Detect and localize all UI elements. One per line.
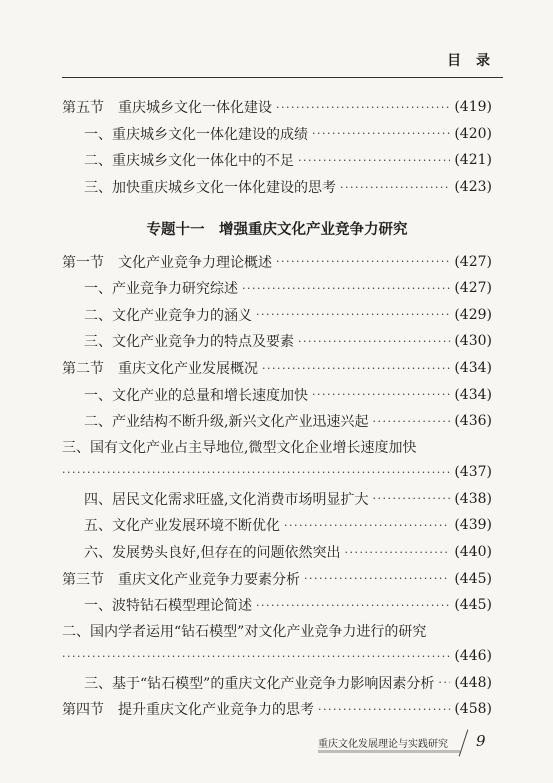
- toc-entry-title: 五、文化产业发展环境不断优化: [84, 518, 280, 535]
- toc-page-number: (420): [454, 125, 492, 142]
- toc-entry-title: 一、波特钻石模型理论简述: [84, 598, 252, 615]
- toc-section-entry: [62, 565, 492, 592]
- toc-entry: [62, 670, 492, 697]
- toc-entry: [62, 174, 492, 201]
- toc-entry: [62, 121, 492, 148]
- toc-entry-title: 一、产业竞争力研究综述: [84, 281, 238, 298]
- toc-entry-title: 一、文化产业的总量和增长速度加快: [84, 387, 308, 404]
- toc-entry: [62, 512, 492, 539]
- toc-entry-title: 三、基于“钻石模型”的重庆文化产业竞争力影响因素分析: [84, 675, 435, 692]
- toc-entry-title: 三、文化产业竞争力的特点及要素: [84, 334, 294, 351]
- toc-entry-title: 第三节 重庆文化产业竞争力要素分析: [62, 571, 300, 588]
- dot-leader: [312, 127, 450, 140]
- dot-leader: [256, 308, 450, 321]
- footer-divider: [459, 730, 469, 757]
- toc-entry: [62, 275, 492, 302]
- toc-page-number: (436): [454, 413, 492, 430]
- toc-entry: [62, 643, 492, 670]
- toc-entry-title: 一、重庆城乡文化一体化建设的成绩: [84, 126, 308, 143]
- toc-entry-title: 二、文化产业竞争力的涵义: [84, 307, 252, 324]
- toc-entry-title: 第二节 重庆文化产业发展概况: [62, 361, 258, 378]
- table-of-contents: [62, 94, 492, 723]
- toc-page-number: (446): [454, 648, 492, 664]
- toc-entry-title: 六、发展势头良好,但存在的问题依然突出: [84, 545, 341, 562]
- page-number: 9: [476, 732, 486, 750]
- dot-leader: [304, 572, 450, 585]
- header-label: 目 录: [447, 53, 495, 69]
- footer-book-title: 重庆文化发展理论与实践研究: [318, 739, 448, 750]
- dot-leader: [262, 362, 450, 375]
- toc-page-number: (438): [454, 490, 492, 507]
- dot-leader: [284, 519, 450, 532]
- toc-page-number: (439): [454, 517, 492, 534]
- toc-page-number: (429): [454, 306, 492, 323]
- toc-page-number: (458): [454, 701, 492, 718]
- toc-entry-title: 第一节 文化产业竞争力理论概述: [62, 254, 272, 271]
- toc-section-entry: [62, 355, 492, 382]
- toc-entry: [62, 147, 492, 174]
- toc-group-2: [62, 248, 492, 722]
- toc-page-number: (421): [454, 152, 492, 169]
- dot-leader: [276, 101, 450, 114]
- toc-entry-title: 第五节 重庆城乡文化一体化建设: [62, 100, 272, 117]
- dot-leader: [256, 599, 450, 612]
- dot-leader: [372, 415, 450, 428]
- toc-entry: [62, 486, 492, 513]
- toc-entry: [62, 592, 492, 619]
- toc-entry-title: 四、居民文化需求旺盛,文化消费市场明显扩大: [84, 491, 369, 508]
- toc-entry-title: 第四节 提升重庆文化产业竞争力的思考: [62, 702, 314, 719]
- toc-entry: [62, 381, 492, 408]
- dot-leader: [298, 335, 450, 348]
- chapter-title: 专题十一 增强重庆文化产业竞争力研究: [146, 221, 408, 238]
- toc-page-number: (440): [454, 544, 492, 561]
- toc-page-number: (427): [454, 253, 492, 270]
- toc-page-number: (430): [454, 333, 492, 350]
- toc-page-number: (445): [454, 597, 492, 614]
- dot-leader: [372, 492, 450, 505]
- toc-entry-title: 二、产业结构不断升级,新兴文化产业迅速兴起: [84, 414, 369, 431]
- dot-leader: [318, 703, 450, 716]
- toc-entry-title: 二、国内学者运用“钻石模型”对文化产业竞争力进行的研究: [62, 623, 427, 640]
- toc-entry: [62, 408, 492, 435]
- toc-page-number: (437): [454, 464, 492, 481]
- toc-page-number: (445): [454, 570, 492, 587]
- toc-section-entry: [62, 248, 492, 275]
- toc-entry: [62, 328, 492, 355]
- dot-leader: [276, 255, 450, 268]
- dot-leader: [340, 181, 450, 194]
- toc-entry-title: 三、加快重庆城乡文化一体化建设的思考: [84, 180, 336, 197]
- toc-entry: [62, 619, 492, 643]
- toc-entry-title: 三、国有文化产业占主导地位,微型文化企业增长速度加快: [62, 439, 417, 456]
- toc-section-entry: [62, 94, 492, 121]
- toc-entry: [62, 539, 492, 566]
- dot-leader: [242, 282, 450, 295]
- footer-subtitle-line: [318, 750, 460, 753]
- toc-group-1: [62, 94, 492, 200]
- dot-leader: [62, 466, 450, 479]
- dot-leader: [312, 388, 450, 401]
- toc-page-number: (448): [454, 674, 492, 691]
- dot-leader: [298, 154, 450, 167]
- toc-page-number: (434): [454, 360, 492, 377]
- header-rule: [62, 77, 503, 78]
- toc-entry: [62, 302, 492, 329]
- dot-leader: [438, 676, 450, 689]
- toc-entry: [62, 459, 492, 486]
- toc-entry: [62, 435, 492, 459]
- toc-page-number: (419): [454, 99, 492, 116]
- toc-page-number: (427): [454, 280, 492, 297]
- toc-section-entry: [62, 696, 492, 723]
- toc-page-number: (434): [454, 386, 492, 403]
- toc-page-number: (423): [454, 179, 492, 196]
- dot-leader: [62, 650, 450, 663]
- dot-leader: [344, 546, 450, 559]
- toc-entry-title: 二、重庆城乡文化一体化中的不足: [84, 153, 294, 170]
